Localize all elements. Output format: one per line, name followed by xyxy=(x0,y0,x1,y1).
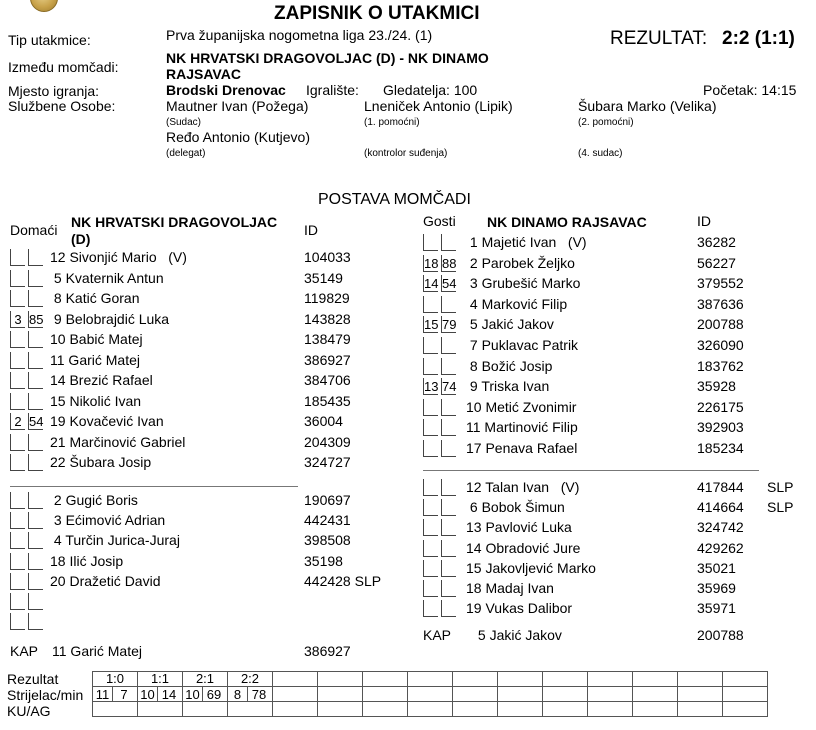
player-name: 2 Gugić Boris xyxy=(50,492,138,508)
away-captain-label: KAP xyxy=(423,627,452,643)
scorer-number: 10 xyxy=(183,687,203,702)
number-box xyxy=(10,553,25,570)
player-id: 414664 xyxy=(697,499,744,516)
away-side-label: Gosti xyxy=(423,213,456,229)
minute-box xyxy=(441,419,456,436)
number-box xyxy=(423,479,438,496)
number-box xyxy=(10,434,25,451)
minute-box xyxy=(441,580,456,597)
player-name: 6 Bobok Šimun xyxy=(466,499,565,516)
player-name: 19 Kovačević Ivan xyxy=(50,413,164,429)
player-name: 11 Garić Matej xyxy=(50,351,140,368)
minute-box xyxy=(28,290,43,307)
player-id: 429262 xyxy=(697,539,744,556)
number-box xyxy=(423,337,438,354)
number-box: 2 xyxy=(10,413,25,430)
score-cell: 1:1 xyxy=(138,672,183,687)
number-box xyxy=(10,290,25,307)
home-team-name-line1: NK HRVATSKI DRAGOVOLJAC xyxy=(71,214,278,230)
player-name: 20 Dražetić David xyxy=(50,572,161,589)
ku-ag-cell xyxy=(633,702,678,717)
pitch-label: Igralište: xyxy=(306,82,359,98)
minute-box xyxy=(28,249,43,266)
minute-box xyxy=(28,492,43,509)
minute-box xyxy=(441,499,456,516)
player-name: 21 Marčinović Gabriel xyxy=(50,433,186,450)
number-box: 14 xyxy=(424,276,439,292)
number-box xyxy=(10,512,25,529)
scorer-cell xyxy=(363,687,408,702)
score-cell xyxy=(588,672,633,687)
player-name: 3 Ećimović Adrian xyxy=(50,512,166,529)
minute-box xyxy=(28,352,43,369)
player-name: 5 Jakić Jakov xyxy=(466,316,554,333)
player-id: 36004 xyxy=(304,413,343,429)
lineups-title: POSTAVA MOMČADI xyxy=(318,191,471,208)
venue-label: Mjesto igranja: xyxy=(8,83,100,99)
ku-ag-cell xyxy=(588,702,633,717)
player-id: 324742 xyxy=(697,519,744,536)
spectators: Gledatelja: 100 xyxy=(383,82,478,98)
teams-label: Između momčadi: xyxy=(8,59,119,75)
number-box xyxy=(10,492,25,509)
player-id: 442431 xyxy=(304,512,351,529)
player-name: 15 Jakovljević Marko xyxy=(466,559,596,576)
player-id: 398508 xyxy=(304,532,351,549)
scorer-minute: 69 xyxy=(206,687,222,702)
player-id: 204309 xyxy=(304,433,351,450)
ku-ag-cell xyxy=(678,702,723,717)
minute-box xyxy=(441,560,456,577)
player-name: 18 Ilić Josip xyxy=(50,552,124,569)
minute-box xyxy=(441,234,456,251)
number-box xyxy=(423,296,438,313)
minute-box xyxy=(28,434,43,451)
number-box xyxy=(10,372,25,389)
score-cell: 2:2 xyxy=(228,672,273,687)
ku-ag-cell xyxy=(183,702,228,717)
minute-box xyxy=(441,479,456,496)
official-assistant2-role: (2. pomoćni) xyxy=(578,117,634,128)
scorer-cell xyxy=(408,687,453,702)
away-team-name: NK DINAMO RAJSAVAC xyxy=(487,214,647,230)
venue-value: Brodski Drenovac xyxy=(166,82,286,98)
minute-box xyxy=(441,440,456,457)
score-cell: 2:1 xyxy=(183,672,228,687)
number-box: 3 xyxy=(10,311,25,328)
minute-box: 74 xyxy=(442,379,457,395)
player-id: 417844 xyxy=(697,479,744,495)
player-name: 14 Obradović Jure xyxy=(466,539,581,556)
player-id: 387636 xyxy=(697,295,744,312)
minute-box xyxy=(441,540,456,557)
player-id: 324727 xyxy=(304,454,351,470)
player-id: 35021 xyxy=(697,559,736,576)
scorer-cell xyxy=(498,687,543,702)
player-name: 4 Marković Filip xyxy=(466,295,568,312)
number-box xyxy=(423,540,438,557)
player-name: 4 Turčin Jurica-Juraj xyxy=(50,532,180,549)
number-box xyxy=(10,352,25,369)
number-box xyxy=(423,519,438,536)
scorer-minute: 7 xyxy=(120,687,128,702)
federation-logo xyxy=(30,0,58,12)
number-box xyxy=(423,580,438,597)
score-row-label-result: Rezultat xyxy=(7,671,59,687)
number-box xyxy=(10,331,25,348)
player-name: 22 Šubara Josip xyxy=(50,454,152,470)
player-id: 392903 xyxy=(697,419,744,436)
player-name: 3 Grubešić Marko xyxy=(466,275,581,292)
player-id: 143828 xyxy=(304,310,351,327)
minute-box xyxy=(28,454,43,471)
ku-ag-cell xyxy=(723,702,768,717)
score-cell xyxy=(273,672,318,687)
number-box xyxy=(423,440,438,457)
number-box xyxy=(423,560,438,577)
ku-ag-cell xyxy=(408,702,453,717)
score-cell xyxy=(723,672,768,687)
away-captain-id: 200788 xyxy=(697,627,744,643)
number-box xyxy=(10,613,25,630)
minute-box xyxy=(28,512,43,529)
player-id: 185234 xyxy=(697,440,744,456)
number-box xyxy=(423,234,438,251)
result-value: 2:2 (1:1) xyxy=(722,28,795,49)
ku-ag-cell xyxy=(453,702,498,717)
score-row-results xyxy=(93,672,768,687)
match-type-label: Tip utakmice: xyxy=(8,32,91,48)
player-id: 35198 xyxy=(304,552,343,569)
player-id: 35149 xyxy=(304,269,343,286)
official-controller-role: (kontrolor suđenja) xyxy=(364,148,448,159)
minute-box xyxy=(28,393,43,410)
away-captain-player: 5 Jakić Jakov xyxy=(474,627,562,643)
official-referee-role: (Sudac) xyxy=(166,117,202,128)
player-name: 11 Martinović Filip xyxy=(466,419,578,436)
ku-ag-row xyxy=(93,702,768,717)
away-divider xyxy=(423,470,759,471)
scorer-cell xyxy=(678,687,723,702)
away-id-header: ID xyxy=(697,213,711,229)
scorer-number: 11 xyxy=(93,687,113,702)
player-id: 35928 xyxy=(697,378,736,395)
minute-box: 79 xyxy=(442,317,457,333)
player-id: 56227 xyxy=(697,254,736,271)
home-team-name-line2: (D) xyxy=(71,231,91,247)
player-name: 18 Madaj Ivan xyxy=(466,580,554,596)
home-captain-id: 386927 xyxy=(304,643,351,659)
score-row-label-ku-ag: KU/AG xyxy=(7,703,51,719)
score-cell xyxy=(363,672,408,687)
score-row-label-scorers: Strijelac/min xyxy=(7,687,84,703)
official-assistant2-name: Šubara Marko (Velika) xyxy=(578,98,717,114)
minute-box: 54 xyxy=(442,276,457,292)
number-box xyxy=(423,358,438,375)
player-id: 386927 xyxy=(304,351,351,368)
score-cell xyxy=(453,672,498,687)
home-captain-player: 11 Garić Matej xyxy=(52,643,142,659)
ku-ag-cell xyxy=(273,702,318,717)
number-box xyxy=(423,419,438,436)
player-id: 36282 xyxy=(697,234,736,250)
minute-box: 85 xyxy=(29,311,44,327)
player-name: 12 Talan Ivan (V) xyxy=(466,479,580,495)
minute-box xyxy=(28,270,43,287)
number-box xyxy=(423,499,438,516)
number-box xyxy=(423,600,438,617)
official-referee-name: Mautner Ivan (Požega) xyxy=(166,98,309,114)
number-box xyxy=(10,249,25,266)
player-name: 9 Belobrajdić Luka xyxy=(50,310,170,327)
scorer-cell xyxy=(633,687,678,702)
player-name: 17 Penava Rafael xyxy=(466,440,578,456)
minute-box xyxy=(28,593,43,610)
scorer-number: 8 xyxy=(228,687,248,702)
player-name: 2 Parobek Željko xyxy=(466,254,575,271)
number-box xyxy=(10,393,25,410)
home-side-label: Domaći xyxy=(10,222,58,238)
minute-box: 54 xyxy=(29,414,44,429)
player-name: 10 Metić Zvonimir xyxy=(466,398,577,415)
player-name: 5 Kvaternik Antun xyxy=(50,269,164,286)
player-id: 326090 xyxy=(697,337,744,353)
result-label: REZULTAT: xyxy=(610,28,708,49)
ku-ag-cell xyxy=(543,702,588,717)
scorer-cell xyxy=(453,687,498,702)
player-name: 1 Majetić Ivan (V) xyxy=(466,234,587,250)
official-assistant1-role: (1. pomoćni) xyxy=(364,117,420,128)
player-id: 35971 xyxy=(697,600,736,617)
teams-value-line1: NK HRVATSKI DRAGOVOLJAC (D) - NK DINAMO xyxy=(166,50,489,66)
player-id: 379552 xyxy=(697,275,744,292)
player-tag: SLP xyxy=(767,499,794,516)
number-box: 13 xyxy=(424,379,439,395)
score-cell xyxy=(318,672,363,687)
minute-box xyxy=(441,600,456,617)
player-id: 119829 xyxy=(304,290,350,306)
officials-label: Službene Osobe: xyxy=(8,98,116,114)
ku-ag-cell xyxy=(363,702,408,717)
player-id: 200788 xyxy=(697,316,744,333)
player-tag: SLP xyxy=(767,479,794,495)
player-name: 14 Brezić Rafael xyxy=(50,372,153,388)
minute-box xyxy=(28,573,43,590)
number-box xyxy=(10,532,25,549)
player-id: 183762 xyxy=(697,357,744,374)
player-name: 9 Triska Ivan xyxy=(466,378,550,395)
official-assistant1-name: Lneniček Antonio (Lipik) xyxy=(364,98,513,114)
ku-ag-cell xyxy=(318,702,363,717)
ku-ag-cell xyxy=(498,702,543,717)
player-id: 35969 xyxy=(697,580,736,596)
scorer-cell xyxy=(588,687,633,702)
player-id: 384706 xyxy=(304,372,351,388)
player-id: 185435 xyxy=(304,392,351,409)
player-id: 190697 xyxy=(304,492,351,508)
minute-box xyxy=(441,519,456,536)
kickoff-time: Početak: 14:15 xyxy=(703,82,797,98)
official-delegate-role: (delegat) xyxy=(166,148,206,159)
minute-box xyxy=(28,532,43,549)
score-cell: 1:0 xyxy=(93,672,138,687)
minute-box xyxy=(441,296,456,313)
number-box xyxy=(423,399,438,416)
minute-box xyxy=(441,399,456,416)
number-box xyxy=(10,454,25,471)
match-type-value: Prva županijska nogometna liga 23./24. (1) xyxy=(166,27,433,43)
player-name: 12 Sivonjić Mario (V) xyxy=(50,249,187,265)
score-cell xyxy=(408,672,453,687)
player-id: 138479 xyxy=(304,331,351,347)
number-box xyxy=(10,573,25,590)
number-box: 18 xyxy=(424,255,439,271)
minute-box xyxy=(441,337,456,354)
ku-ag-cell xyxy=(93,702,138,717)
player-name: 19 Vukas Dalibor xyxy=(466,600,573,617)
score-cell xyxy=(498,672,543,687)
number-box: 15 xyxy=(424,317,439,333)
player-name: 15 Nikolić Ivan xyxy=(50,392,142,409)
player-id: 104033 xyxy=(304,249,351,265)
home-divider xyxy=(10,486,298,487)
scorer-cell xyxy=(273,687,318,702)
document-title: ZAPISNIK O UTAKMICI xyxy=(274,3,480,24)
official-fourth-role: (4. sudac) xyxy=(578,148,623,159)
teams-value-line2: RAJSAVAC xyxy=(166,66,241,82)
number-box xyxy=(10,270,25,287)
minute-box: 88 xyxy=(442,255,457,271)
score-cell xyxy=(633,672,678,687)
scorer-cell xyxy=(318,687,363,702)
official-delegate-name: Ređo Antonio (Kutjevo) xyxy=(166,129,310,145)
ku-ag-cell xyxy=(138,702,183,717)
player-name: 7 Puklavac Patrik xyxy=(466,337,579,353)
score-cell xyxy=(543,672,588,687)
player-name: 13 Pavlović Luka xyxy=(466,519,572,536)
player-name: 8 Katić Goran xyxy=(50,290,140,306)
minute-box xyxy=(28,553,43,570)
player-name: 8 Božić Josip xyxy=(466,357,553,374)
home-id-header: ID xyxy=(304,222,318,238)
score-cell xyxy=(678,672,723,687)
player-name: 10 Babić Matej xyxy=(50,331,143,347)
ku-ag-cell xyxy=(228,702,273,717)
home-captain-label: KAP xyxy=(10,643,39,659)
minute-box xyxy=(441,358,456,375)
number-box xyxy=(10,593,25,610)
player-id: 442428 SLP xyxy=(304,572,382,589)
scorer-minute: 78 xyxy=(251,687,267,702)
scorer-cell xyxy=(543,687,588,702)
scorer-cell xyxy=(723,687,768,702)
scorer-number: 10 xyxy=(138,687,158,702)
player-id: 226175 xyxy=(697,398,744,415)
scorer-minute: 14 xyxy=(161,687,177,702)
minute-box xyxy=(28,372,43,389)
minute-box xyxy=(28,331,43,348)
minute-box xyxy=(28,613,43,630)
